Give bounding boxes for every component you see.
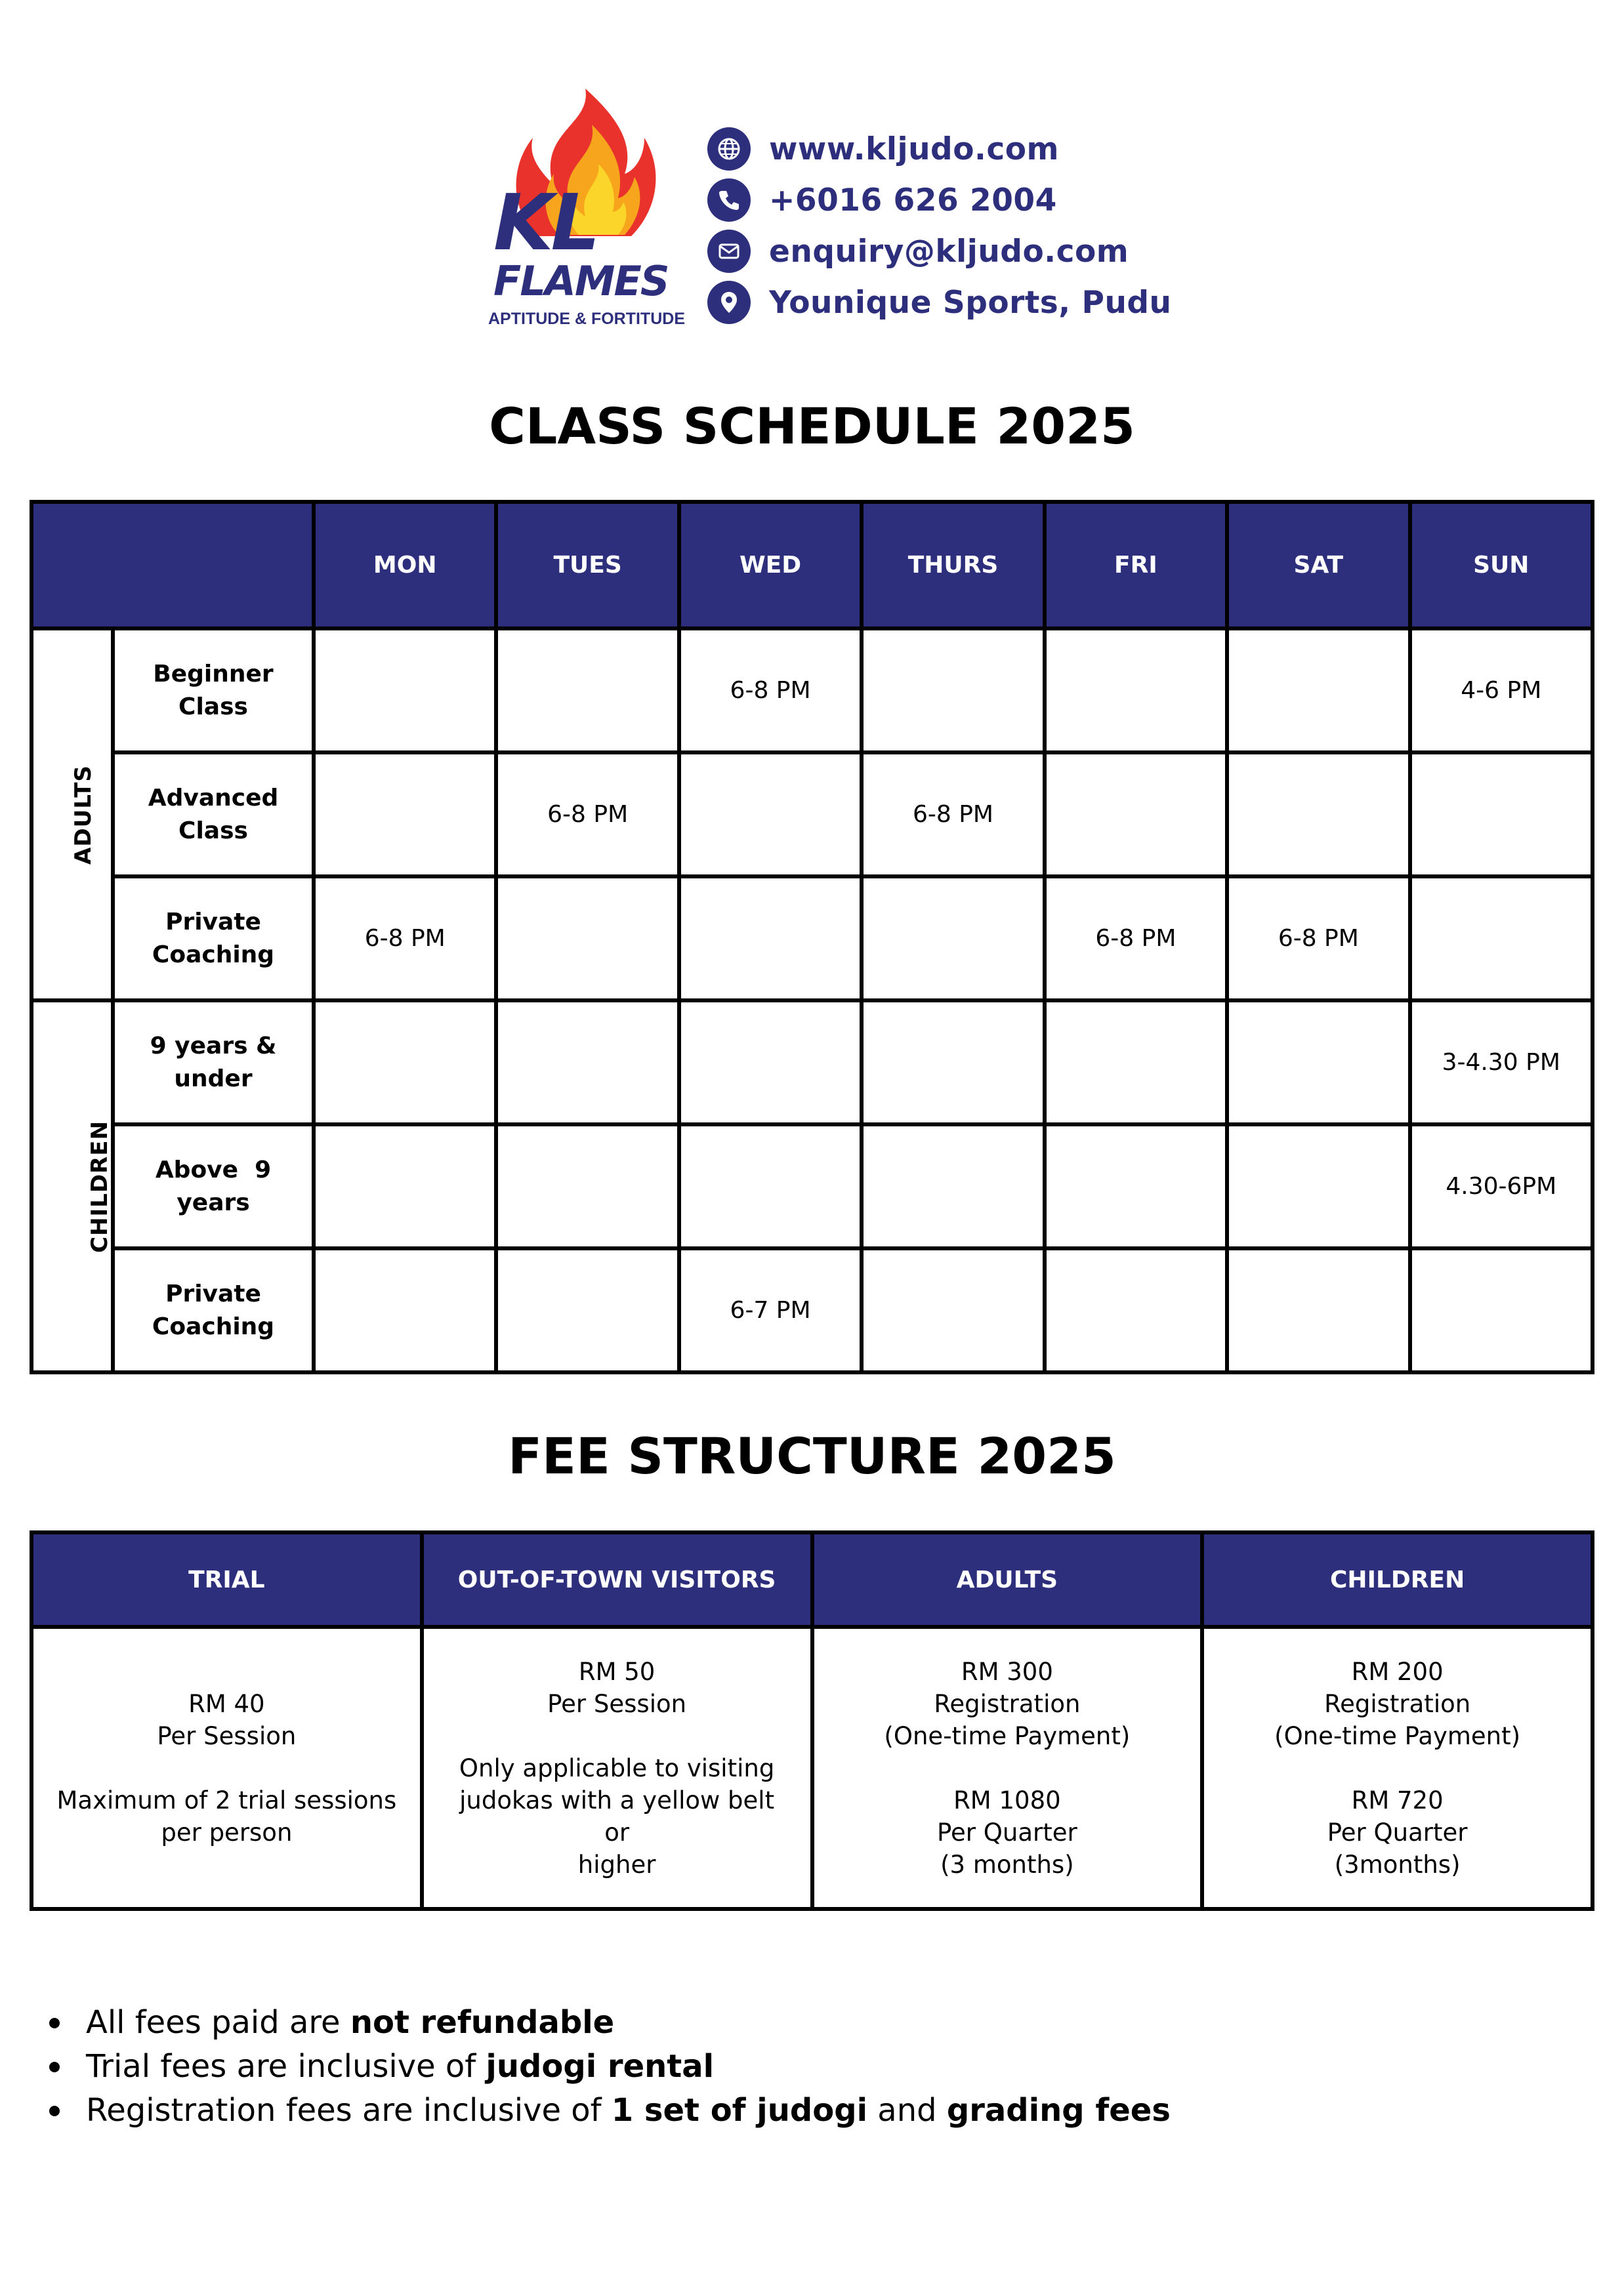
schedule-cell: [862, 1000, 1044, 1124]
fee-cell-adults: RM 300 Registration (One-time Payment) RM 1080 Per Quarter (3 months): [812, 1627, 1203, 1909]
fee-header-row: [31, 1532, 1593, 1627]
schedule-cell: 3-4.30 PM: [1410, 1000, 1593, 1124]
schedule-cell: [314, 1124, 496, 1248]
schedule-row: [31, 752, 1593, 876]
schedule-cell: 6-7 PM: [679, 1248, 862, 1372]
mail-icon: [707, 230, 751, 273]
schedule-cell: [1045, 1248, 1227, 1372]
contact-phone-text: +6016 626 2004: [769, 182, 1057, 218]
schedule-cell: [1227, 628, 1409, 752]
bullet-icon: [49, 2018, 60, 2028]
fee-notes-list: [49, 2001, 1171, 2133]
contact-email[interactable]: [707, 226, 1172, 277]
note-item: All fees paid are not refundable: [49, 2001, 1171, 2045]
schedule-cell: [314, 752, 496, 876]
schedule-cell: [679, 1124, 862, 1248]
schedule-cell: [1410, 876, 1593, 1000]
schedule-row: [31, 628, 1593, 752]
contact-phone[interactable]: [707, 174, 1172, 226]
fee-header-children: CHILDREN: [1202, 1532, 1593, 1627]
logo-text-kl: KL: [493, 177, 598, 268]
schedule-cell: [862, 876, 1044, 1000]
day-header: THURS: [862, 502, 1044, 628]
group-label-children: CHILDREN: [31, 1000, 113, 1372]
fee-header-visitors: OUT-OF-TOWN VISITORS: [422, 1532, 812, 1627]
contact-address-text: Younique Sports, Pudu: [769, 284, 1172, 321]
schedule-cell: [1227, 1124, 1409, 1248]
row-label: 9 years & under: [113, 1000, 314, 1124]
schedule-row: [31, 1248, 1593, 1372]
note-item: Registration fees are inclusive of 1 set of judogi and grading fees: [49, 2089, 1171, 2133]
contact-list: [707, 123, 1172, 328]
schedule-cell: [862, 628, 1044, 752]
row-label: Private Coaching: [113, 876, 314, 1000]
schedule-cell: [1045, 1124, 1227, 1248]
schedule-row: [31, 1000, 1593, 1124]
row-label: Beginner Class: [113, 628, 314, 752]
schedule-cell: [1410, 752, 1593, 876]
schedule-cell: [1045, 628, 1227, 752]
day-header: TUES: [496, 502, 678, 628]
fee-cell-visitors: RM 50 Per Session Only applicable to visiting judokas with a yellow belt or higher: [422, 1627, 812, 1909]
schedule-cell: [314, 1248, 496, 1372]
schedule-cell: [1227, 752, 1409, 876]
schedule-cell: [314, 1000, 496, 1124]
bullet-icon: [49, 2062, 60, 2072]
schedule-cell: [679, 752, 862, 876]
schedule-cell: 6-8 PM: [862, 752, 1044, 876]
group-label-adults: ADULTS: [31, 628, 113, 1000]
contact-address[interactable]: [707, 277, 1172, 328]
schedule-cell: [496, 1000, 678, 1124]
schedule-row: [31, 1124, 1593, 1248]
day-header: MON: [314, 502, 496, 628]
fee-structure-table: [30, 1530, 1594, 1911]
class-schedule-table: [30, 500, 1594, 1374]
fee-header-adults: ADULTS: [812, 1532, 1203, 1627]
fee-header-trial: TRIAL: [31, 1532, 422, 1627]
fee-cell-children: RM 200 Registration (One-time Payment) RM 720 Per Quarter (3months): [1202, 1627, 1593, 1909]
schedule-cell: [862, 1248, 1044, 1372]
schedule-cell: [496, 876, 678, 1000]
schedule-cell: [496, 1248, 678, 1372]
schedule-cell: [1227, 1000, 1409, 1124]
row-label: Private Coaching: [113, 1248, 314, 1372]
schedule-cell: 6-8 PM: [496, 752, 678, 876]
kl-flames-logo: [488, 85, 685, 335]
fee-cell-trial: RM 40 Per Session Maximum of 2 trial sessions per person: [31, 1627, 422, 1909]
schedule-cell: [1410, 1248, 1593, 1372]
row-label: Advanced Class: [113, 752, 314, 876]
contact-website[interactable]: [707, 123, 1172, 174]
schedule-cell: 4-6 PM: [1410, 628, 1593, 752]
schedule-cell: [1227, 1248, 1409, 1372]
note-item: Trial fees are inclusive of judogi rental: [49, 2045, 1171, 2089]
day-header: SAT: [1227, 502, 1409, 628]
schedule-cell: 6-8 PM: [679, 628, 862, 752]
day-header: FRI: [1045, 502, 1227, 628]
schedule-cell: 6-8 PM: [314, 876, 496, 1000]
contact-website-text: www.kljudo.com: [769, 131, 1059, 167]
day-header: SUN: [1410, 502, 1593, 628]
schedule-corner-cell: [31, 502, 314, 628]
schedule-cell: 6-8 PM: [1227, 876, 1409, 1000]
fees-title: FEE STRUCTURE 2025: [508, 1427, 1116, 1485]
phone-icon: [707, 178, 751, 222]
globe-icon: [707, 127, 751, 171]
schedule-cell: [1045, 752, 1227, 876]
schedule-title: CLASS SCHEDULE 2025: [489, 397, 1135, 455]
fee-detail-row: [31, 1627, 1593, 1909]
schedule-cell: [679, 876, 862, 1000]
bullet-icon: [49, 2106, 60, 2116]
schedule-cell: [496, 1124, 678, 1248]
schedule-cell: [862, 1124, 1044, 1248]
schedule-cell: [314, 628, 496, 752]
schedule-cell: 4.30-6PM: [1410, 1124, 1593, 1248]
schedule-cell: [679, 1000, 862, 1124]
day-header: WED: [679, 502, 862, 628]
schedule-cell: 6-8 PM: [1045, 876, 1227, 1000]
schedule-row: [31, 876, 1593, 1000]
logo-tagline: APTITUDE & FORTITUDE: [488, 310, 685, 328]
contact-email-text: enquiry@kljudo.com: [769, 233, 1129, 270]
location-pin-icon: [707, 281, 751, 324]
row-label: Above 9 years: [113, 1124, 314, 1248]
schedule-cell: [1045, 1000, 1227, 1124]
schedule-cell: [496, 628, 678, 752]
schedule-header-row: [31, 502, 1593, 628]
logo-text-flames: FLAMES: [493, 257, 669, 305]
